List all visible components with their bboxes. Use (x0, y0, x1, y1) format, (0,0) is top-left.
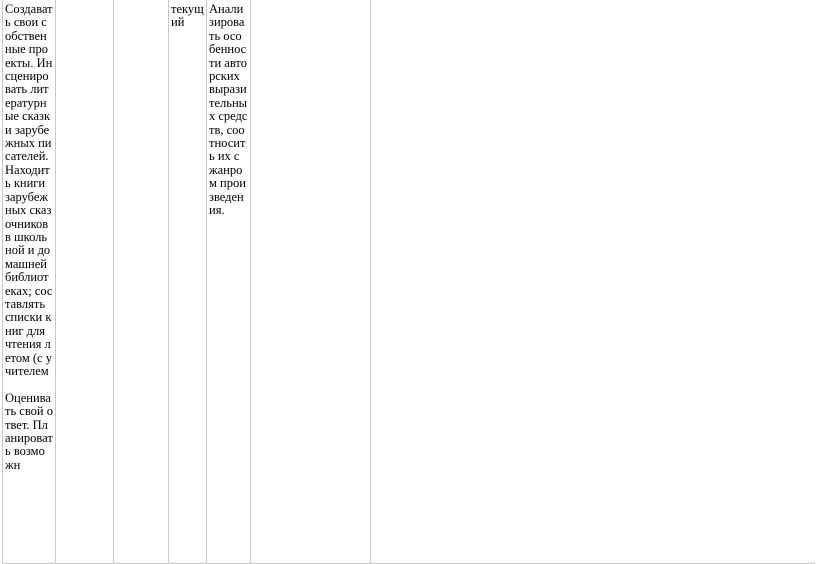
cell-text: Создавать свои собственные проекты. Инсценировать литературные сказки зарубежных писателей. Находить книги зарубежных сказочников в школьной и домашней библиотеках; составлять списки книг для чтения летом (с учителем Оценивать свой ответ. Планировать возможн (5, 2, 53, 472)
table-cell-control-type (169, 0, 207, 564)
table-cell (56, 0, 114, 564)
cell-text: Анализировать особенности авторских выразительных средств, соотносить их с жанром произведения. (209, 2, 248, 218)
table-cell (251, 0, 371, 564)
table-row (3, 0, 815, 564)
table-cell (114, 0, 169, 564)
table-cell-outcomes (207, 0, 251, 564)
lesson-plan-table (2, 0, 815, 564)
table-cell-activities (3, 0, 56, 564)
cell-text: текущий (171, 2, 204, 30)
table-cell (371, 0, 815, 564)
